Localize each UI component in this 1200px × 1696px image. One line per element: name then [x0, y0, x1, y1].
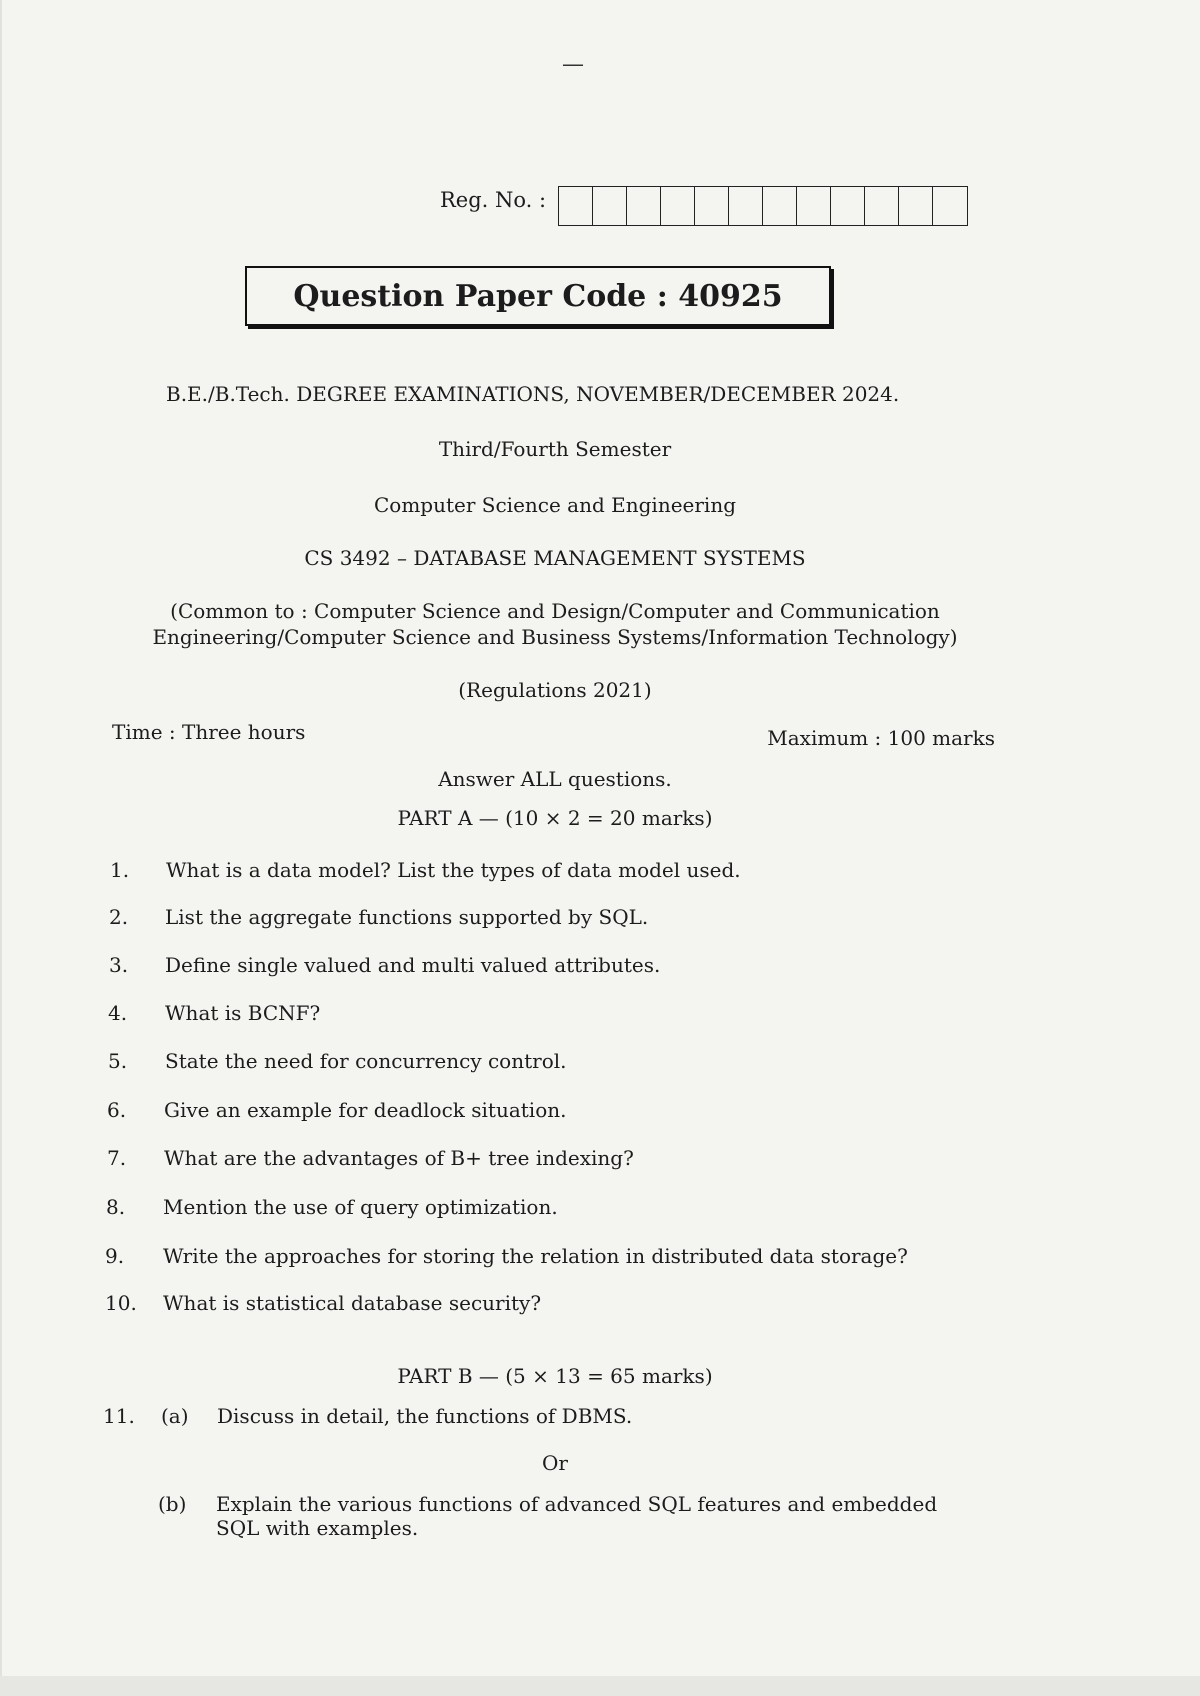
question-text: What is statistical database security?: [163, 1291, 542, 1315]
question-text: Mention the use of query optimization.: [163, 1195, 558, 1219]
reg-no-digit-box[interactable]: [559, 187, 593, 225]
scan-bottom-edge: [0, 1676, 1200, 1696]
question-number: 11.: [103, 1404, 135, 1428]
question-number: 3.: [109, 953, 129, 977]
reg-no-digit-box[interactable]: [627, 187, 661, 225]
reg-no-digit-box[interactable]: [593, 187, 627, 225]
reg-no-digit-box[interactable]: [933, 187, 967, 225]
question-number: 2.: [109, 905, 129, 929]
exam-title: B.E./B.Tech. DEGREE EXAMINATIONS, NOVEMBER/DECEMBER 2024.: [166, 382, 900, 406]
question-number: 6.: [107, 1098, 127, 1122]
time-allowed: Time : Three hours: [112, 720, 306, 744]
question-text-line-2: SQL with examples.: [216, 1516, 419, 1540]
question-number: 8.: [106, 1195, 126, 1219]
question-text: What is a data model? List the types of data model used.: [166, 858, 741, 882]
maximum-marks: Maximum : 100 marks: [767, 726, 995, 750]
sub-question-label: (b): [158, 1492, 187, 1516]
question-paper-code: Question Paper Code : 40925: [245, 266, 831, 326]
question-text-line-1: Explain the various functions of advanced SQL features and embedded: [216, 1492, 938, 1516]
reg-no-digit-box[interactable]: [661, 187, 695, 225]
sub-question-label: (a): [161, 1404, 189, 1428]
question-number: 4.: [108, 1001, 128, 1025]
or-separator: Or: [542, 1451, 568, 1475]
reg-no-digit-box[interactable]: [899, 187, 933, 225]
reg-no-digit-box[interactable]: [831, 187, 865, 225]
question-number: 7.: [107, 1146, 127, 1170]
semester: Third/Fourth Semester: [438, 437, 672, 461]
question-text: Give an example for deadlock situation.: [164, 1098, 567, 1122]
question-text: Write the approaches for storing the relation in distributed data storage?: [163, 1244, 908, 1268]
reg-no-digit-box[interactable]: [695, 187, 729, 225]
question-text: List the aggregate functions supported by SQL.: [165, 905, 649, 929]
question-text: State the need for concurrency control.: [165, 1049, 567, 1073]
question-number: 10.: [105, 1291, 137, 1315]
common-to-line-1: (Common to : Computer Science and Design/Computer and Communication: [170, 599, 940, 623]
part-b-heading: PART B — (5 × 13 = 65 marks): [397, 1364, 713, 1388]
reg-no-digit-box[interactable]: [729, 187, 763, 225]
question-text: Define single valued and multi valued attributes.: [165, 953, 661, 977]
question-11b: [158, 1492, 1058, 1548]
reg-no-label: Reg. No. :: [440, 188, 547, 212]
department: Computer Science and Engineering: [373, 493, 737, 517]
question-number: 5.: [108, 1049, 128, 1073]
top-mark: —: [562, 52, 584, 77]
reg-no-digit-box[interactable]: [763, 187, 797, 225]
common-to: [0, 598, 1110, 650]
question-text: What is BCNF?: [165, 1001, 321, 1025]
common-to-line-2: Engineering/Computer Science and Business Systems/Information Technology): [152, 625, 958, 649]
reg-no-digit-box[interactable]: [797, 187, 831, 225]
question-text: What are the advantages of B+ tree indexing?: [164, 1146, 634, 1170]
question-number: 9.: [105, 1244, 125, 1268]
course-title: CS 3492 – DATABASE MANAGEMENT SYSTEMS: [304, 546, 806, 570]
reg-no-boxes[interactable]: [558, 186, 968, 226]
question-number: 1.: [110, 858, 130, 882]
reg-no-digit-box[interactable]: [865, 187, 899, 225]
part-a-heading: PART A — (10 × 2 = 20 marks): [397, 806, 713, 830]
regulations: (Regulations 2021): [458, 678, 652, 702]
instruction: Answer ALL questions.: [438, 767, 672, 791]
page-edge: [0, 0, 2, 1696]
question-text: Discuss in detail, the functions of DBMS.: [217, 1404, 633, 1428]
